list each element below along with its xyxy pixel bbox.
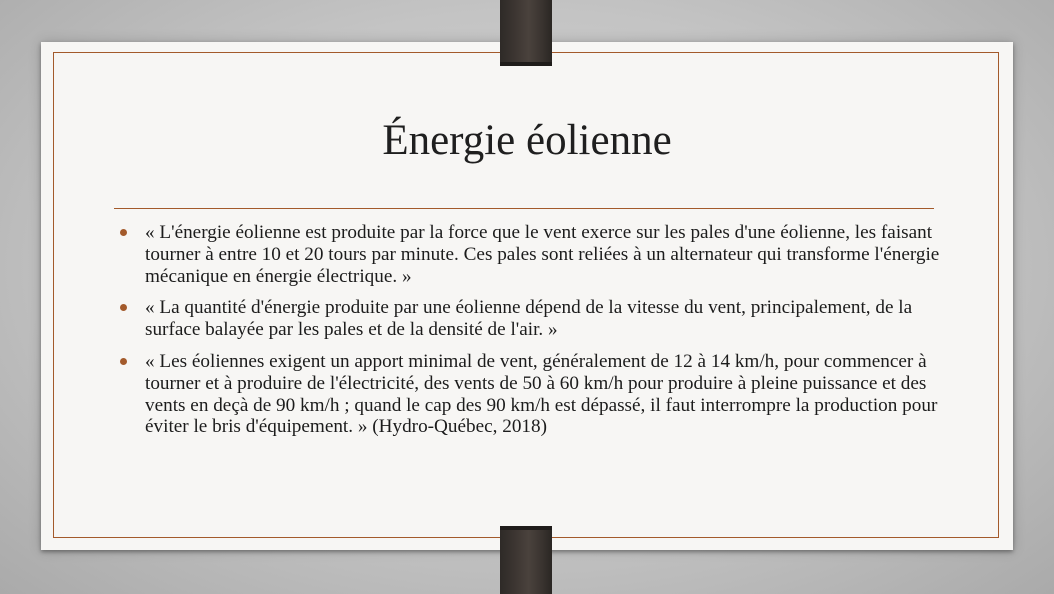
bullet-text: « L'énergie éolienne est produite par la force que le vent exerce sur les pales d'une éolienne, les faisant tourner à entre 10 et 20 tours par minute. Ces pales sont reliées à un alternateur qui transforme l'énergie mécanique en énergie électrique. » (145, 222, 940, 287)
bullet-list (120, 222, 940, 448)
bullet-dot-icon (120, 229, 127, 236)
bullet-item (120, 222, 940, 287)
bullet-dot-icon (120, 304, 127, 311)
bottom-strap (500, 526, 552, 594)
bullet-item (120, 351, 940, 438)
slide-title: Énergie éolienne (382, 117, 672, 164)
title-divider (114, 208, 934, 209)
slide-card (41, 42, 1013, 550)
bullet-dot-icon (120, 358, 127, 365)
bullet-text: « Les éoliennes exigent un apport minimal de vent, généralement de 12 à 14 km/h, pour commencer à tourner et à produire de l'électricité, des vents de 50 à 60 km/h pour produire à pleine puissance et des vents en deçà de 90 km/h ; quand le cap des 90 km/h est dépassé, il faut interrompre la production pour éviter le bris d'équipement. » (Hydro-Québec, 2018) (145, 350, 938, 438)
top-strap (500, 0, 552, 66)
bullet-item (120, 297, 940, 341)
bullet-text: « La quantité d'énergie produite par une éolienne dépend de la vitesse du vent, principalement, de la surface balayée par les pales et de la densité de l'air. » (145, 297, 913, 341)
